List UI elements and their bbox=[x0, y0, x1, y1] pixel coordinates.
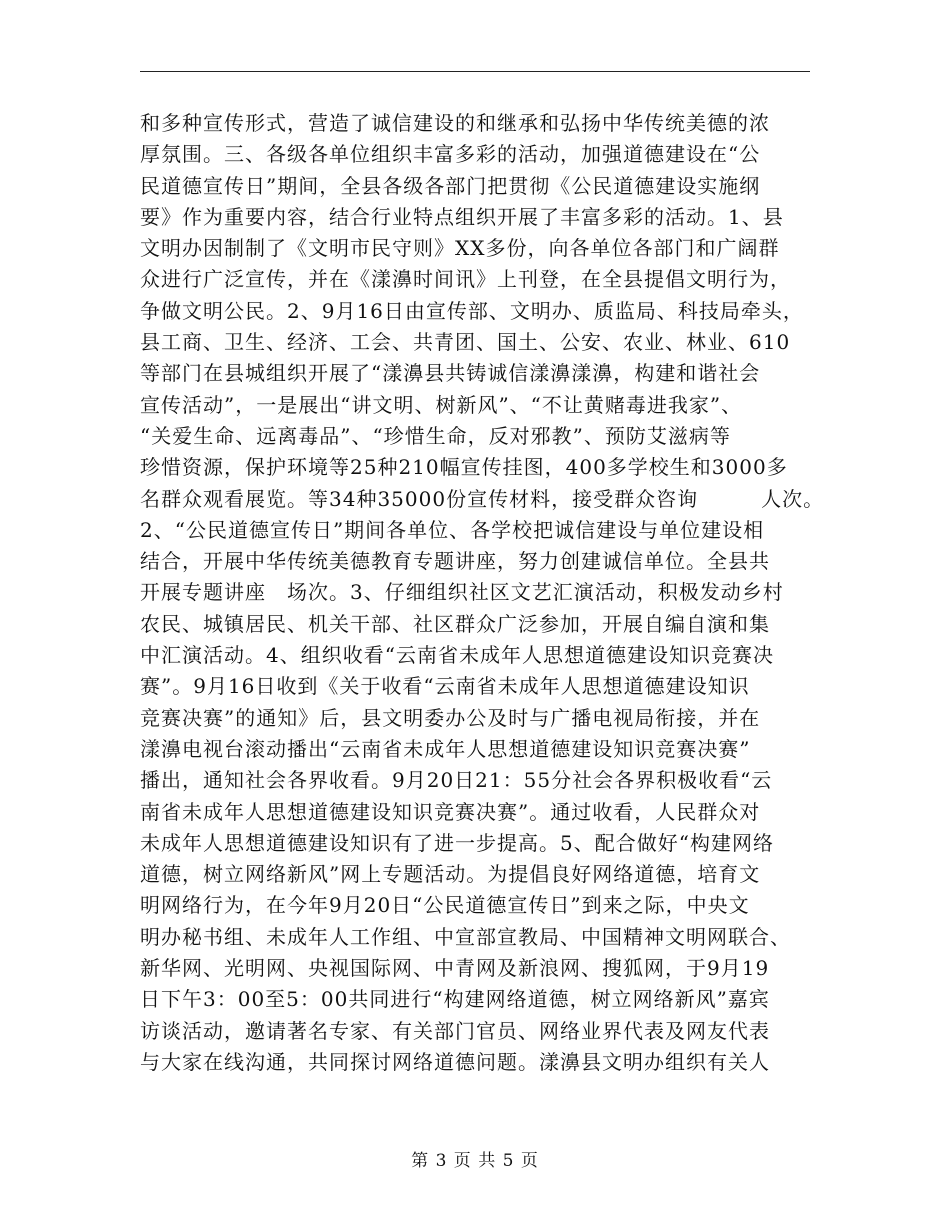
text-line: 众进行广泛宣传，并在《漾濞时间讯》上刊登，在全县提倡文明行为， bbox=[140, 267, 791, 292]
text-line: 文明办因制制了《文明市民守则》XX多份，向各单位各部门和广阔群 bbox=[140, 236, 780, 261]
text-line: 未成年人思想道德建设知识有了进一步提高。5、配合做好“构建网络 bbox=[140, 830, 774, 855]
text-line: 县工商、卫生、经济、工会、共青团、国土、公安、农业、林业、610 bbox=[140, 330, 791, 355]
text-line: 开展专题讲座 场次。3、仔细组织社区文艺汇演活动，积极发动乡村 bbox=[140, 580, 784, 605]
text-line: 结合，开展中华传统美德教育专题讲座，努力创建诚信单位。全县共 bbox=[140, 549, 770, 574]
text-line: 道德，树立网络新风”网上专题活动。为提倡良好网络道德，培育文 bbox=[140, 862, 761, 887]
text-line: 新华网、光明网、央视国际网、中青网及新浪网、搜狐网，于9月19 bbox=[140, 956, 770, 981]
text-line: 厚氛围。三、各级各单位组织丰富多彩的活动，加强道德建设在“公 bbox=[140, 142, 761, 167]
text-line: “关爱生命、远离毒品”、“珍惜生命，反对邪教”、预防艾滋病等 bbox=[140, 423, 731, 448]
header-rule bbox=[140, 71, 810, 72]
body-text bbox=[140, 108, 825, 1078]
text-line: 宣传活动”，一是展出“讲文明、树新风”、“不让黄赌毒进我家”、 bbox=[140, 392, 743, 417]
text-line: 等部门在县城组织开展了“漾濞县共铸诚信漾濞漾濞，构建和谐社会 bbox=[140, 361, 761, 386]
text-line: 中汇演活动。4、组织收看“云南省未成年人思想道德建设知识竞赛决 bbox=[140, 643, 774, 668]
text-line: 漾濞电视台滚动播出“云南省未成年人思想道德建设知识竞赛决赛” bbox=[140, 736, 751, 761]
text-line: 播出，通知社会各界收看。9月20日21：55分社会各界积极收看“云 bbox=[140, 768, 773, 793]
page-number-footer: 第 3 页 共 5 页 bbox=[411, 1151, 539, 1171]
text-line: 2、“公民道德宣传日”期间各单位、各学校把诚信建设与单位建设相 bbox=[140, 517, 765, 542]
text-line: 明网络行为，在今年9月20日“公民道德宣传日”到来之际，中央文 bbox=[140, 893, 750, 918]
text-line: 名群众观看展览。等34种35000份宣传材料，接受群众咨询 人次。 bbox=[140, 486, 825, 511]
text-line: 日下午3：00至5：00共同进行“构建网络道德，树立网络新风”嘉宾 bbox=[140, 987, 770, 1012]
text-line: 访谈活动，邀请著名专家、有关部门官员、网络业界代表及网友代表 bbox=[140, 1018, 770, 1043]
text-line: 明办秘书组、未成年人工作组、中宣部宣教局、中国精神文明网联合、 bbox=[140, 924, 791, 949]
text-line: 民道德宣传日”期间，全县各级各部门把贯彻《公民道德建设实施纲 bbox=[140, 173, 761, 198]
text-line: 南省未成年人思想道德建设知识竞赛决赛”。通过收看，人民群众对 bbox=[140, 799, 761, 824]
text-line: 和多种宣传形式，营造了诚信建设的和继承和弘扬中华传统美德的浓 bbox=[140, 111, 770, 135]
text-line: 农民、城镇居民、机关干部、社区群众广泛参加，开展自编自演和集 bbox=[140, 611, 770, 636]
text-line: 要》作为重要内容，结合行业特点组织开展了丰富多彩的活动。1、县 bbox=[140, 204, 784, 229]
text-line: 赛”。9月16日收到《关于收看“云南省未成年人思想道德建设知识 bbox=[140, 674, 750, 699]
text-line: 与大家在线沟通，共同探讨网络道德问题。漾濞县文明办组织有关人 bbox=[140, 1049, 770, 1074]
text-line: 珍惜资源，保护环境等25种210幅宣传挂图，400多学校生和3000多 bbox=[140, 455, 788, 480]
text-line: 争做文明公民。2、9月16日由宣传部、文明办、质监局、科技局牵头， bbox=[140, 298, 804, 323]
text-line: 竞赛决赛”的通知》后，县文明委办公及时与广播电视局衔接，并在 bbox=[140, 705, 761, 730]
